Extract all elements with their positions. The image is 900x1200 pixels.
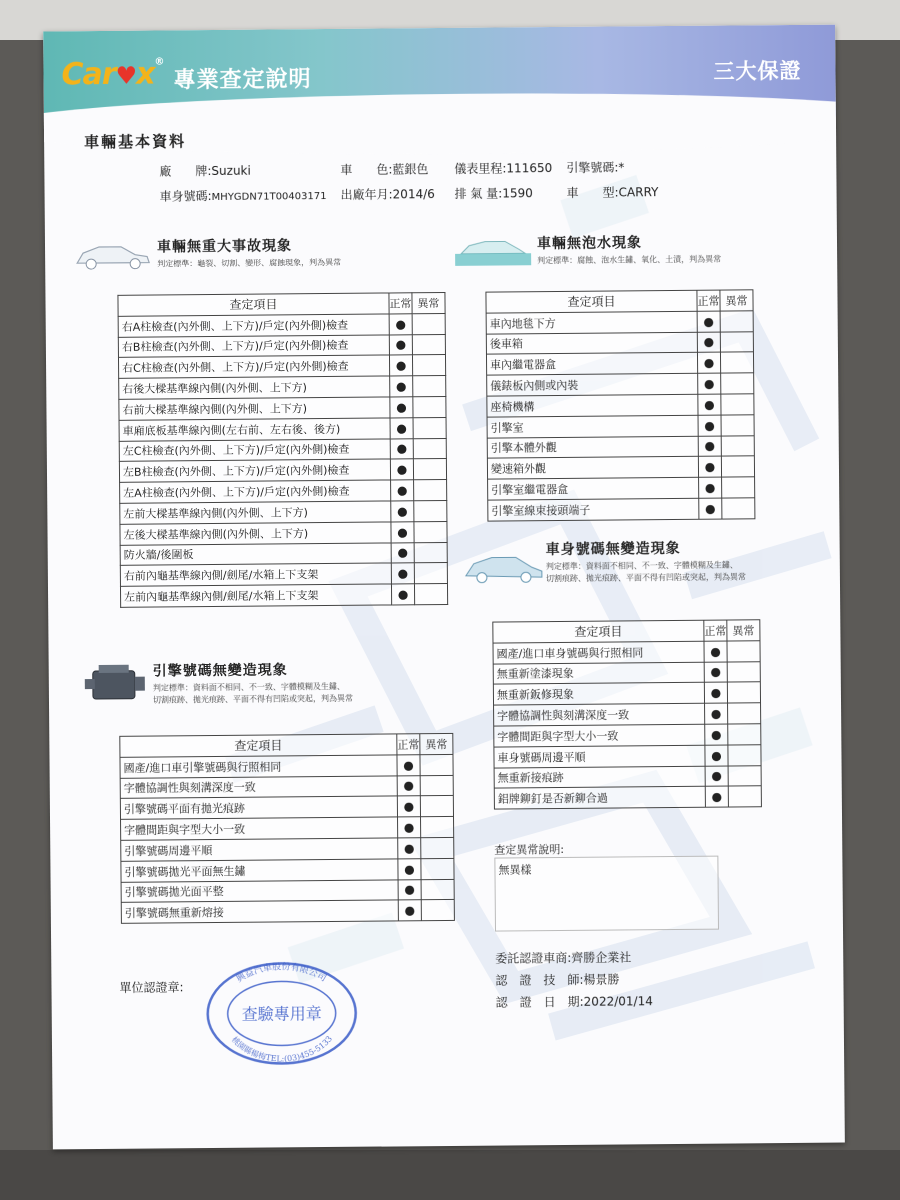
normal-mark: ● bbox=[391, 480, 414, 501]
car-body-icon bbox=[462, 549, 546, 586]
table-row bbox=[486, 311, 753, 334]
table-row bbox=[493, 641, 760, 664]
normal-mark: ● bbox=[389, 314, 412, 335]
abnormal-cell bbox=[421, 900, 454, 921]
inspection-item: 無重新接痕跡 bbox=[494, 766, 705, 789]
normal-mark: ● bbox=[697, 332, 720, 353]
normal-mark: ● bbox=[390, 376, 413, 397]
table-row bbox=[494, 745, 761, 768]
normal-mark: ● bbox=[390, 418, 413, 439]
inspection-item: 車內地毯下方 bbox=[486, 311, 697, 334]
table-row bbox=[493, 661, 760, 684]
inspection-item: 引擎號碼周邊平順 bbox=[121, 838, 398, 861]
abnormal-cell bbox=[721, 373, 754, 394]
table-row bbox=[487, 456, 754, 479]
basic-info-heading: 車輛基本資料 bbox=[84, 132, 187, 152]
table-row bbox=[119, 417, 446, 441]
inspection-sheet bbox=[43, 25, 845, 1150]
inspection-item: 左前內龜基準線內側/劍尾/水箱上下支架 bbox=[120, 584, 391, 607]
inspection-item: 右C柱檢查(內外側、上下方)/戶定(內外側)檢查 bbox=[118, 355, 389, 378]
abnormal-cell bbox=[720, 352, 753, 373]
abnormal-cell bbox=[721, 415, 754, 436]
certified-date: 認 證 日 期:2022/01/14 bbox=[495, 994, 653, 1010]
inspection-item: 字體間距與字型大小一致 bbox=[494, 724, 705, 747]
abnormal-cell bbox=[421, 858, 454, 879]
table-row bbox=[120, 542, 447, 566]
normal-mark: ● bbox=[698, 456, 721, 477]
normal-mark: ● bbox=[398, 879, 421, 900]
abnormal-cell bbox=[722, 498, 755, 519]
document-title: 專業查定說明 bbox=[173, 67, 312, 94]
table-row bbox=[487, 373, 754, 396]
table-row bbox=[493, 682, 760, 705]
vin-field: 車身號碼:MHYGDN71T00403171 bbox=[159, 189, 327, 204]
seal-center-text: 查驗專用章 bbox=[241, 1004, 322, 1024]
header-item: 查定項目 bbox=[120, 734, 397, 757]
normal-mark: ● bbox=[697, 352, 720, 373]
abnormal-cell bbox=[413, 438, 446, 459]
normal-mark: ● bbox=[705, 703, 728, 724]
abnormal-cell bbox=[720, 331, 753, 352]
abnormal-notes-label: 查定異常說明: bbox=[494, 842, 565, 857]
accident-table bbox=[117, 292, 448, 608]
flood-section-title: 車輛無泡水現象 bbox=[536, 235, 643, 253]
unit-stamp-label: 單位認證章: bbox=[119, 980, 184, 995]
inspection-item: 右前大樑基準線內側(內外側、上下方) bbox=[119, 397, 390, 420]
inspection-item: 無重新鈑修現象 bbox=[493, 683, 704, 706]
abnormal-cell bbox=[728, 724, 761, 745]
inspection-item: 左A柱檢查(內外側、上下方)/戶定(內外側)檢查 bbox=[120, 480, 391, 503]
table-row bbox=[120, 563, 447, 587]
inspection-item: 右前內龜基準線內側/劍尾/水箱上下支架 bbox=[120, 563, 391, 586]
table-row bbox=[487, 394, 754, 417]
table-row bbox=[118, 313, 445, 337]
inspection-item: 引擎本體外觀 bbox=[487, 436, 698, 459]
normal-mark: ● bbox=[698, 394, 721, 415]
abnormal-cell bbox=[728, 786, 761, 807]
normal-mark: ● bbox=[391, 584, 414, 605]
guarantee-badge: 三大保證 bbox=[713, 58, 802, 84]
normal-mark: ● bbox=[390, 397, 413, 418]
abnormal-cell bbox=[413, 376, 446, 397]
header-abnormal: 異常 bbox=[720, 290, 753, 311]
inspection-item: 國產/進口車引擎號碼與行照相同 bbox=[120, 755, 397, 778]
abnormal-cell bbox=[727, 682, 760, 703]
inspection-item: 防火牆/後圍板 bbox=[120, 543, 391, 566]
normal-mark: ● bbox=[698, 436, 721, 457]
inspection-item: 後車箱 bbox=[486, 332, 697, 355]
table-row bbox=[120, 796, 453, 820]
engine-table bbox=[119, 733, 455, 924]
inspection-item: 引擎室線束接頭端子 bbox=[488, 498, 699, 521]
normal-mark: ● bbox=[397, 755, 420, 776]
inspection-item: 引擎號碼拋光面平整 bbox=[121, 879, 398, 902]
normal-mark: ● bbox=[704, 682, 727, 703]
abnormal-cell bbox=[727, 661, 760, 682]
table-row bbox=[120, 754, 453, 778]
normal-mark: ● bbox=[705, 786, 728, 807]
inspection-item: 引擎號碼平面有拋光痕跡 bbox=[120, 796, 397, 819]
abnormal-cell bbox=[414, 542, 447, 563]
abnormal-cell bbox=[721, 435, 754, 456]
manufacture-date-field: 出廠年月:2014/6 bbox=[340, 187, 435, 202]
normal-mark: ● bbox=[390, 459, 413, 480]
normal-mark: ● bbox=[398, 817, 421, 838]
mileage-field: 儀表里程:111650 bbox=[454, 161, 553, 176]
normal-mark: ● bbox=[705, 745, 728, 766]
header-abnormal: 異常 bbox=[727, 620, 760, 641]
normal-mark: ● bbox=[391, 563, 414, 584]
registered-mark: ® bbox=[154, 56, 164, 68]
normal-mark: ● bbox=[391, 542, 414, 563]
accident-section-title: 車輛無重大事故現象 bbox=[156, 238, 293, 256]
header-normal: 正常 bbox=[397, 734, 420, 755]
normal-mark: ● bbox=[390, 438, 413, 459]
normal-mark: ● bbox=[697, 311, 720, 332]
table-row bbox=[487, 435, 754, 458]
normal-mark: ● bbox=[704, 641, 727, 662]
table-row bbox=[494, 786, 761, 809]
seal-company-name: 興益汽車股份有限公司 bbox=[235, 962, 328, 985]
normal-mark: ● bbox=[398, 858, 421, 879]
abnormal-cell bbox=[413, 396, 446, 417]
header-normal: 正常 bbox=[704, 620, 727, 641]
inspection-item: 車內繼電器盒 bbox=[486, 353, 697, 376]
inspection-item: 左B柱檢查(內外側、上下方)/戶定(內外側)檢查 bbox=[119, 459, 390, 482]
inspection-item: 引擎號碼無重新熔接 bbox=[121, 900, 398, 923]
table-row bbox=[120, 584, 447, 608]
abnormal-cell bbox=[412, 355, 445, 376]
normal-mark: ● bbox=[397, 796, 420, 817]
normal-mark: ● bbox=[397, 775, 420, 796]
certified-technician: 認 證 技 師:楊景勝 bbox=[495, 972, 620, 988]
normal-mark: ● bbox=[705, 766, 728, 787]
inspection-item: 車身號碼周邊平順 bbox=[494, 745, 705, 768]
table-row bbox=[121, 900, 454, 924]
vin-criteria-line-2: 切割痕跡、拋光痕跡、平面不得有凹陷或突起，判為異常 bbox=[545, 572, 746, 584]
abnormal-cell bbox=[420, 775, 453, 796]
table-row bbox=[487, 415, 754, 438]
inspection-item: 鋁牌鉚釘是否新鉚合過 bbox=[494, 787, 705, 810]
header-item: 查定項目 bbox=[118, 293, 389, 316]
normal-mark: ● bbox=[398, 900, 421, 921]
flood-criteria: 判定標準：腐蝕、泡水生鏽、氧化、土漬，判為異常 bbox=[537, 254, 722, 266]
abnormal-cell bbox=[413, 417, 446, 438]
sedan-icon bbox=[73, 237, 153, 272]
inspection-item: 字體間距與字型大小一致 bbox=[121, 817, 398, 840]
displacement-field: 排 氣 量:1590 bbox=[454, 186, 533, 201]
inspection-item: 左後大樑基準線內側(內外側、上下方) bbox=[120, 522, 391, 545]
header-item: 查定項目 bbox=[486, 290, 697, 313]
inspection-item: 右A柱檢查(內外側、上下方)/戶定(內外側)檢查 bbox=[118, 314, 389, 337]
normal-mark: ● bbox=[398, 838, 421, 859]
normal-mark: ● bbox=[699, 477, 722, 498]
inspection-item: 座椅機構 bbox=[487, 394, 698, 417]
table-row bbox=[494, 724, 761, 747]
inspection-item: 國產/進口車身號碼與行照相同 bbox=[493, 641, 704, 664]
inspection-item: 引擎室 bbox=[487, 415, 698, 438]
normal-mark: ● bbox=[391, 501, 414, 522]
normal-mark: ● bbox=[389, 355, 412, 376]
abnormal-cell bbox=[721, 394, 754, 415]
abnormal-cell bbox=[720, 311, 753, 332]
table-row bbox=[118, 334, 445, 358]
heart-icon: ♥ bbox=[115, 61, 137, 90]
abnormal-cell bbox=[420, 754, 453, 775]
table-row bbox=[120, 500, 447, 524]
table-row bbox=[120, 775, 453, 799]
accident-criteria: 判定標準：龜裂、切割、變形、腐蝕現象，判為異常 bbox=[157, 257, 342, 269]
normal-mark: ● bbox=[391, 522, 414, 543]
vin-criteria-line-1: 判定標準：資料面不相同、不一致、字體模糊及生鏽、 bbox=[545, 560, 738, 572]
flooded-car-icon bbox=[455, 233, 531, 268]
abnormal-cell bbox=[414, 500, 447, 521]
table-row bbox=[121, 837, 454, 861]
header-item: 查定項目 bbox=[493, 620, 704, 643]
table-row bbox=[119, 396, 446, 420]
header-abnormal: 異常 bbox=[412, 292, 445, 313]
engine-icon bbox=[83, 661, 147, 706]
engine-section-title: 引擎號碼無變造現象 bbox=[152, 662, 288, 680]
official-seal bbox=[201, 957, 362, 1068]
table-row bbox=[486, 331, 753, 354]
normal-mark: ● bbox=[698, 415, 721, 436]
inspection-item: 無重新塗漆現象 bbox=[493, 662, 704, 685]
engine-number-field: 引擎號碼:* bbox=[566, 160, 625, 175]
abnormal-cell bbox=[421, 879, 454, 900]
engine-criteria-line-1: 判定標準：資料面不相同、不一致、字體模糊及生鏽、 bbox=[152, 681, 345, 693]
normal-mark: ● bbox=[698, 373, 721, 394]
table-row bbox=[494, 765, 761, 788]
seal-contact: 桃園縣楊梅TEL:(03)455-5133 bbox=[229, 1034, 334, 1064]
normal-mark: ● bbox=[704, 662, 727, 683]
inspection-item: 字體協調性與刻溝深度一致 bbox=[494, 703, 705, 726]
abnormal-cell bbox=[412, 334, 445, 355]
inspection-item: 引擎室繼電器盒 bbox=[488, 477, 699, 500]
table-row bbox=[488, 498, 755, 521]
normal-mark: ● bbox=[699, 498, 722, 519]
abnormal-cell bbox=[414, 480, 447, 501]
normal-mark: ● bbox=[705, 724, 728, 745]
table-row bbox=[120, 521, 447, 545]
abnormal-cell bbox=[421, 837, 454, 858]
abnormal-cell bbox=[727, 641, 760, 662]
abnormal-cell bbox=[412, 313, 445, 334]
table-row bbox=[118, 355, 445, 379]
table-row bbox=[120, 480, 447, 504]
table-row bbox=[494, 703, 761, 726]
abnormal-cell bbox=[421, 817, 454, 838]
model-field: 車 型:CARRY bbox=[566, 185, 659, 200]
table-row bbox=[119, 376, 446, 400]
header-normal: 正常 bbox=[389, 293, 412, 314]
table-row bbox=[121, 879, 454, 903]
table-row bbox=[121, 817, 454, 841]
inspection-item: 儀錶板內側或內裝 bbox=[487, 373, 698, 396]
table-row bbox=[486, 352, 753, 375]
inspection-item: 右後大樑基準線內側(內外側、上下方) bbox=[119, 376, 390, 399]
abnormal-cell bbox=[721, 456, 754, 477]
header-normal: 正常 bbox=[697, 290, 720, 311]
color-field: 車 色:藍銀色 bbox=[340, 162, 429, 177]
abnormal-notes-box: 無異樣 bbox=[494, 856, 719, 932]
normal-mark: ● bbox=[389, 334, 412, 355]
certified-dealer: 委託認證車商:齊勝企業社 bbox=[495, 950, 632, 966]
abnormal-cell bbox=[728, 703, 761, 724]
inspection-item: 引擎號碼拋光平面無生鏽 bbox=[121, 859, 398, 882]
abnormal-cell bbox=[414, 521, 447, 542]
abnormal-cell bbox=[728, 765, 761, 786]
carox-logo: Car♥x® bbox=[61, 56, 164, 93]
background-table bbox=[0, 1150, 900, 1200]
abnormal-cell bbox=[722, 477, 755, 498]
abnormal-cell bbox=[414, 563, 447, 584]
flood-table bbox=[485, 289, 755, 521]
brand-field: 廠 牌:Suzuki bbox=[159, 163, 251, 179]
header-abnormal: 異常 bbox=[420, 733, 453, 754]
inspection-item: 變速箱外觀 bbox=[487, 457, 698, 480]
vin-section-title: 車身號碼無變造現象 bbox=[545, 540, 681, 559]
abnormal-cell bbox=[414, 584, 447, 605]
abnormal-cell bbox=[420, 796, 453, 817]
table-row bbox=[488, 477, 755, 500]
inspection-item: 車廂底板基準線內側(左右前、左右後、後方) bbox=[119, 418, 390, 441]
table-row bbox=[121, 858, 454, 882]
engine-criteria-line-2: 切割痕跡、拋光痕跡、平面不得有凹陷或突起，判為異常 bbox=[152, 693, 354, 705]
inspection-item: 左C柱檢查(內外側、上下方)/戶定(內外側)檢查 bbox=[119, 439, 390, 462]
abnormal-cell bbox=[728, 745, 761, 766]
abnormal-cell bbox=[413, 459, 446, 480]
inspection-item: 字體協調性與刻溝深度一致 bbox=[120, 776, 397, 799]
inspection-item: 左前大樑基準線內側(內外側、上下方) bbox=[120, 501, 391, 524]
inspection-item: 右B柱檢查(內外側、上下方)/戶定(內外側)檢查 bbox=[118, 335, 389, 358]
table-row bbox=[119, 438, 446, 462]
table-row bbox=[119, 459, 446, 483]
vin-table bbox=[492, 619, 762, 810]
